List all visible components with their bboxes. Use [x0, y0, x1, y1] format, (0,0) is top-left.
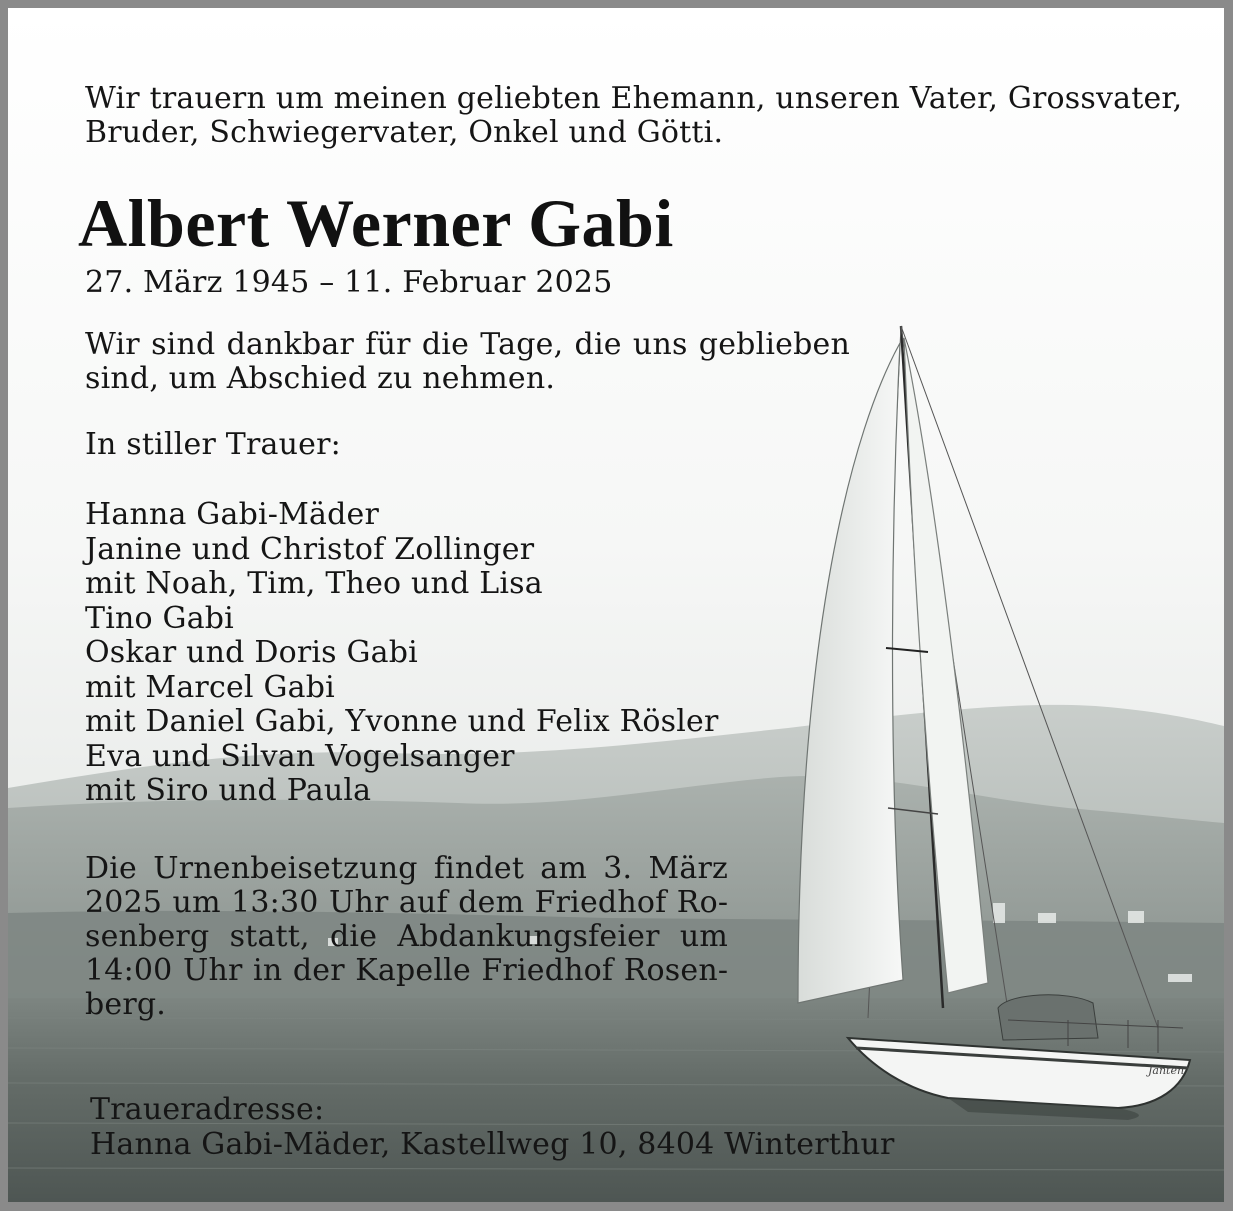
mourning-address: Hanna Gabi-Mäder, Kastellweg 10, 8404 Winterthur	[90, 1127, 895, 1162]
mourner-name: Oskar und Doris Gabi	[85, 635, 418, 670]
mourner-name: Hanna Gabi-Mäder	[85, 497, 380, 532]
mourner-name: mit Daniel Gabi, Yvonne und Felix Rösler	[85, 704, 719, 739]
mourning-intro: In stiller Trauer:	[85, 427, 341, 462]
obituary-notice	[8, 8, 1224, 1202]
gratitude-text: Wir sind dankbar für die Tage, die uns geblieben sind, um Abschied zu nehmen.	[85, 327, 850, 396]
mourner-name: mit Siro und Paula	[85, 773, 372, 808]
mourners-list	[85, 498, 719, 809]
mourner-name: Janine und Christof Zollinger	[85, 531, 535, 567]
intro-text: Wir trauern um meinen geliebten Ehemann, unseren Vater, Grossvater, Bruder, Schwiegervater, Onkel und Götti.	[85, 81, 1183, 150]
mourner-name: Eva und Silvan Vogelsanger	[85, 738, 515, 774]
burial-info: Die Urnenbeisetzung findet am 3. März 2025 um 13:30 Uhr auf dem Friedhof Rosenberg statt, die Abdankungsfeier um 14:00 Uhr in der Kapelle Friedhof Rosenberg.	[85, 851, 728, 1022]
boat-name-label: Janten	[1148, 1064, 1185, 1077]
address-label: Traueradresse:	[90, 1092, 325, 1127]
mourner-name: Tino Gabi	[85, 600, 234, 636]
mourner-name: mit Noah, Tim, Theo und Lisa	[85, 566, 543, 601]
life-dates: 27. März 1945 – 11. Februar 2025	[85, 265, 613, 300]
deceased-name: Albert Werner Gabi	[78, 185, 674, 261]
mourner-name: mit Marcel Gabi	[85, 669, 335, 705]
